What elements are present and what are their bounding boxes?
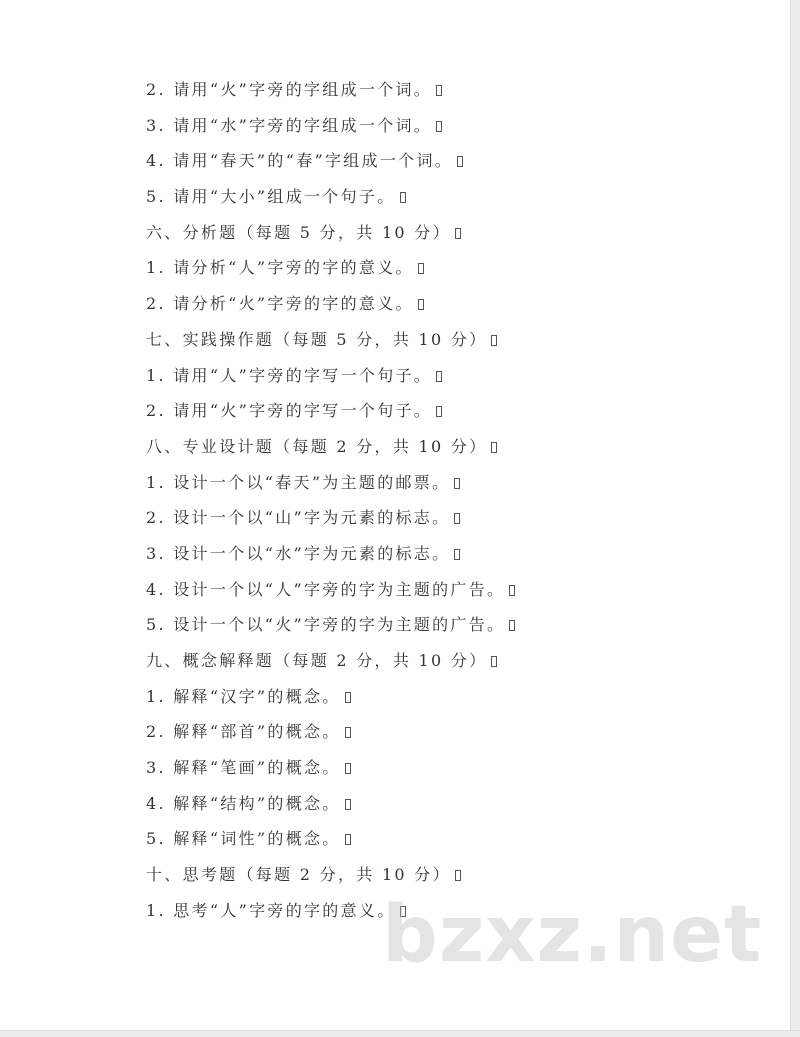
question-line bbox=[146, 754, 766, 790]
paragraph-mark-icon bbox=[418, 299, 424, 310]
line-text: 2. 请用“火”字旁的字组成一个词。 bbox=[146, 80, 433, 99]
question-line bbox=[146, 790, 766, 826]
question-line bbox=[146, 540, 766, 576]
paragraph-mark-icon bbox=[455, 228, 461, 239]
question-line bbox=[146, 825, 766, 861]
line-text: 5. 请用“大小”组成一个句子。 bbox=[146, 187, 396, 207]
paragraph-mark-icon bbox=[345, 763, 351, 774]
line-text: 八、专业设计题（每题 2 分，共 10 分） bbox=[146, 436, 488, 456]
line-text: 九、概念解释题（每题 2 分，共 10 分） bbox=[146, 651, 488, 670]
question-line bbox=[146, 897, 766, 933]
line-text: 3. 设计一个以“水”字为元素的标志。 bbox=[146, 543, 451, 563]
line-text: 3. 解释“笔画”的概念。 bbox=[146, 758, 341, 778]
question-line bbox=[146, 112, 766, 148]
paragraph-mark-icon bbox=[491, 442, 497, 453]
section-heading bbox=[146, 861, 766, 897]
section-heading bbox=[146, 433, 766, 469]
paragraph-mark-icon bbox=[418, 263, 424, 274]
document-content bbox=[146, 76, 766, 933]
line-text: 六、分析题（每题 5 分，共 10 分） bbox=[146, 222, 451, 242]
question-line bbox=[146, 147, 766, 183]
paragraph-mark-icon bbox=[454, 549, 460, 560]
line-text: 3. 请用“水”字旁的字组成一个词。 bbox=[146, 115, 433, 135]
question-line bbox=[146, 290, 766, 326]
section-heading bbox=[146, 326, 766, 362]
line-text: 2. 请用“火”字旁的字写一个句子。 bbox=[146, 401, 433, 421]
paragraph-mark-icon bbox=[509, 585, 515, 596]
line-text: 七、实践操作题（每题 5 分，共 10 分） bbox=[146, 329, 488, 349]
line-text: 2. 请分析“火”字旁的字的意义。 bbox=[146, 294, 414, 314]
line-text: 4. 解释“结构”的概念。 bbox=[146, 793, 341, 813]
page-edge-right bbox=[790, 0, 800, 1036]
paragraph-mark-icon bbox=[436, 371, 442, 382]
line-text: 4. 设计一个以“人”字旁的字为主题的广告。 bbox=[146, 579, 506, 599]
question-line bbox=[146, 254, 766, 290]
line-text: 十、思考题（每题 2 分，共 10 分） bbox=[146, 865, 451, 885]
question-line bbox=[146, 718, 766, 754]
question-line bbox=[146, 611, 766, 647]
watermark-logo: bzxz.net bbox=[382, 890, 763, 980]
paragraph-mark-icon bbox=[454, 478, 460, 489]
line-text: 5. 解释“词性”的概念。 bbox=[146, 829, 341, 849]
line-text: 1. 请用“人”字旁的字写一个句子。 bbox=[146, 365, 433, 385]
question-line bbox=[146, 469, 766, 505]
paragraph-mark-icon bbox=[436, 85, 442, 96]
question-line bbox=[146, 183, 766, 219]
paragraph-mark-icon bbox=[400, 906, 406, 917]
paragraph-mark-icon bbox=[491, 335, 497, 346]
paragraph-mark-icon bbox=[436, 406, 442, 417]
paragraph-mark-icon bbox=[436, 121, 442, 132]
question-line bbox=[146, 504, 766, 540]
question-line bbox=[146, 76, 766, 112]
line-text: 1. 设计一个以“春天”为主题的邮票。 bbox=[146, 472, 451, 492]
question-line bbox=[146, 683, 766, 719]
question-line bbox=[146, 362, 766, 398]
paragraph-mark-icon bbox=[455, 870, 461, 881]
paragraph-mark-icon bbox=[345, 727, 351, 738]
line-text: 4. 请用“春天”的“春”字组成一个词。 bbox=[146, 151, 454, 171]
line-text: 1. 思考“人”字旁的字的意义。 bbox=[146, 900, 396, 920]
paragraph-mark-icon bbox=[345, 834, 351, 845]
line-text: 1. 解释“汉字”的概念。 bbox=[146, 686, 341, 706]
paragraph-mark-icon bbox=[345, 799, 351, 810]
paragraph-mark-icon bbox=[457, 156, 463, 167]
paragraph-mark-icon bbox=[400, 192, 406, 203]
paragraph-mark-icon bbox=[509, 620, 515, 631]
paragraph-mark-icon bbox=[491, 656, 497, 667]
line-text: 1. 请分析“人”字旁的字的意义。 bbox=[146, 258, 414, 278]
section-heading bbox=[146, 219, 766, 255]
section-heading bbox=[146, 647, 766, 683]
line-text: 5. 设计一个以“火”字旁的字为主题的广告。 bbox=[146, 615, 506, 635]
question-line bbox=[146, 576, 766, 612]
paragraph-mark-icon bbox=[345, 692, 351, 703]
question-line bbox=[146, 397, 766, 433]
paragraph-mark-icon bbox=[454, 513, 460, 524]
line-text: 2. 解释“部首”的概念。 bbox=[146, 722, 341, 742]
line-text: 2. 设计一个以“山”字为元素的标志。 bbox=[146, 508, 451, 528]
